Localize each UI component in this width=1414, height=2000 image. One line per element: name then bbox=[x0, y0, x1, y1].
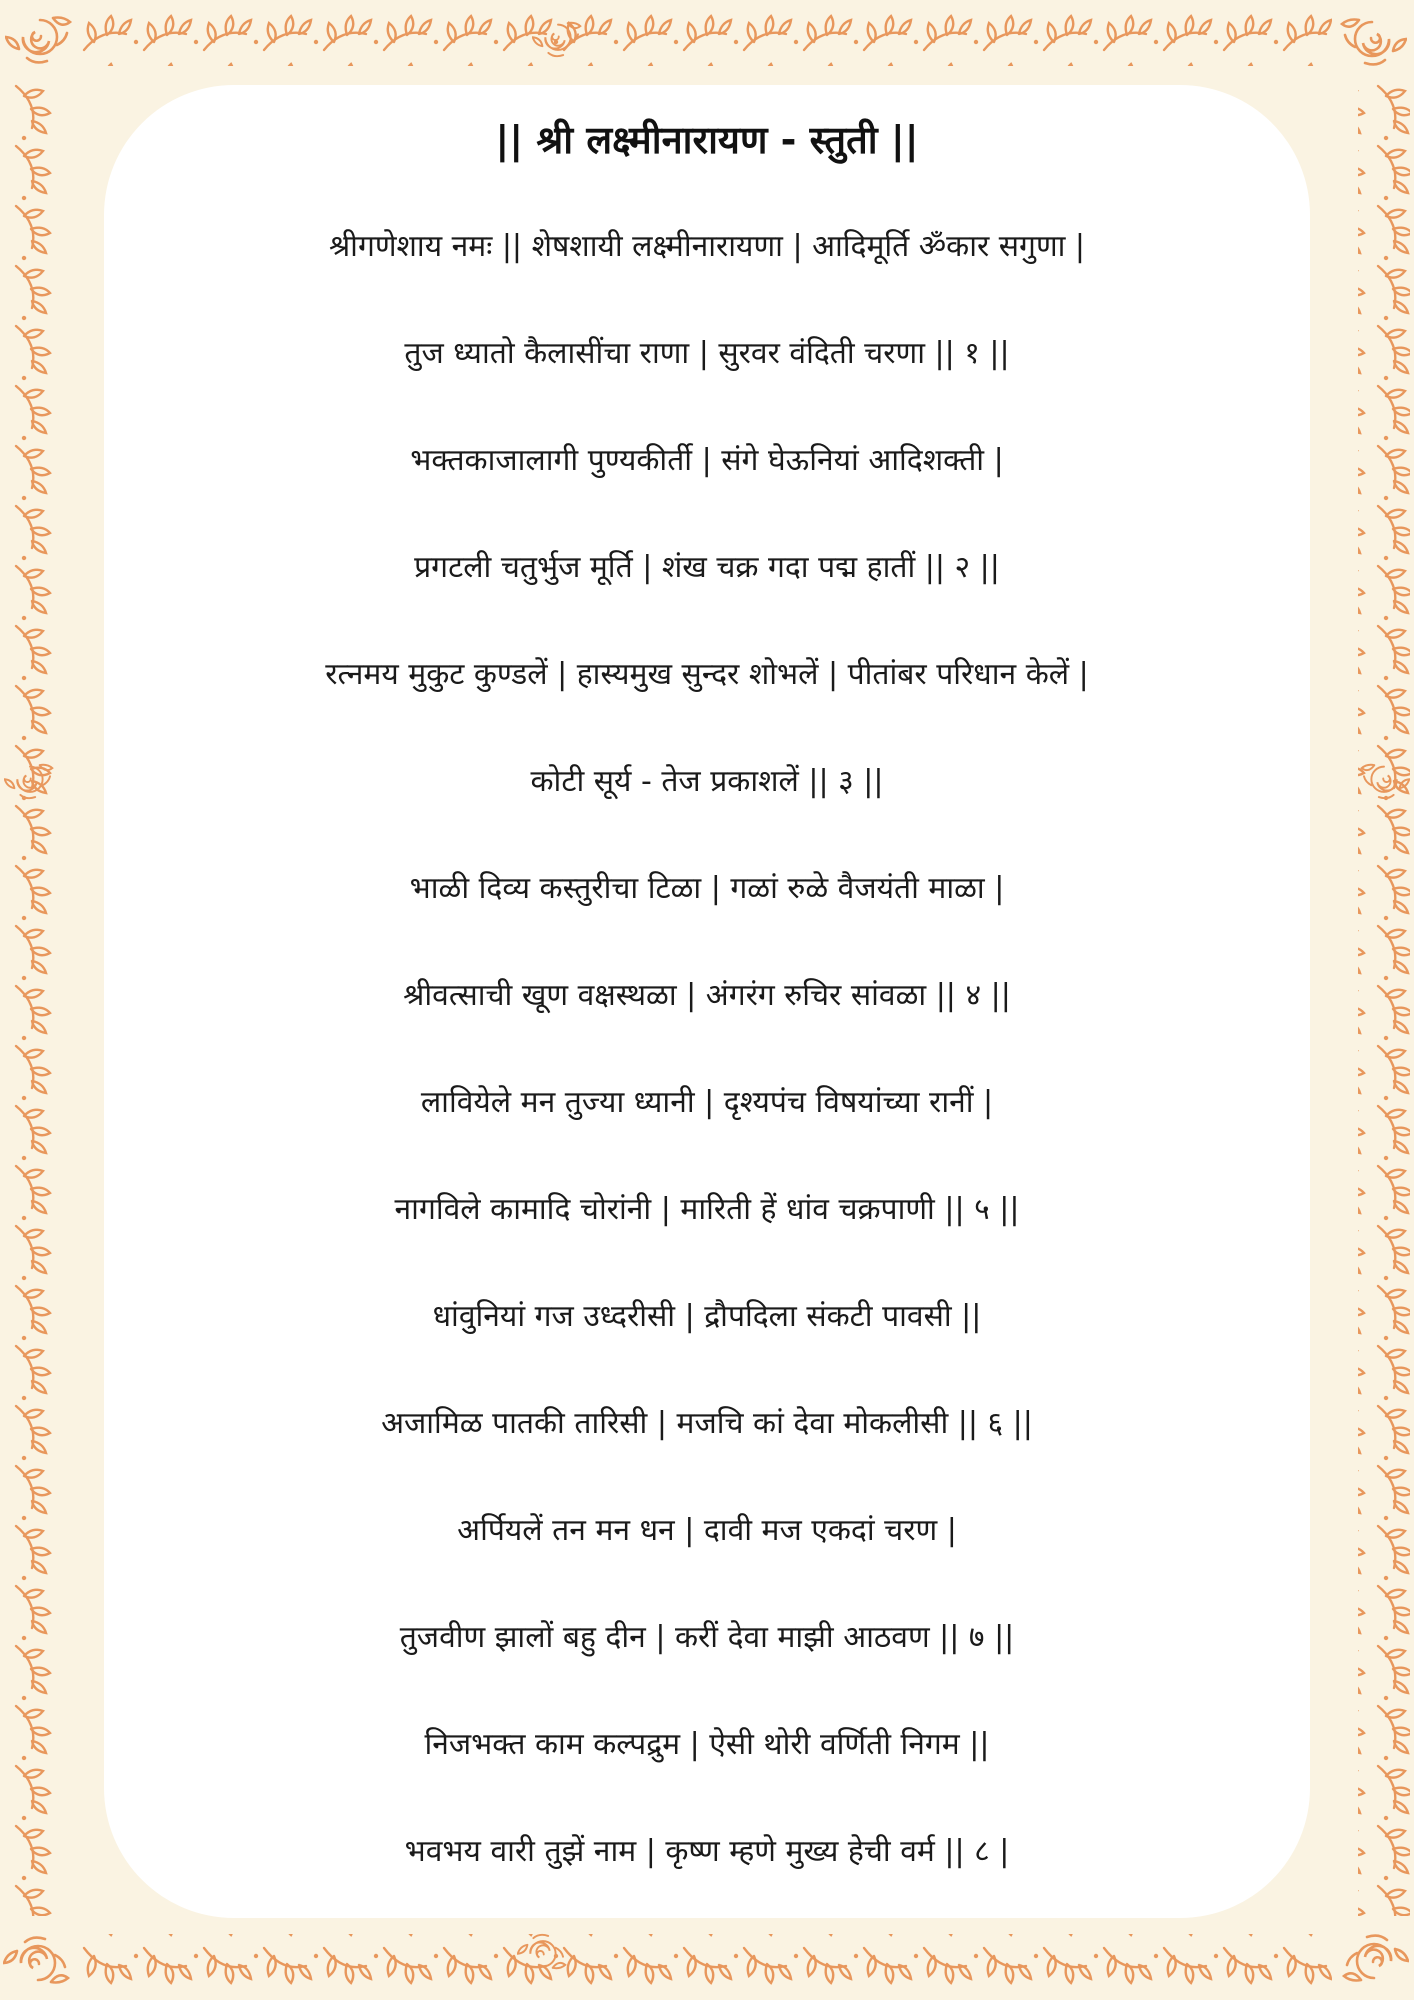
rose-flower-icon bbox=[5, 3, 75, 73]
rose-flower-icon bbox=[532, 12, 584, 64]
verse-line-6: कोटी सूर्य - तेज प्रकाशलें || ३ || bbox=[530, 764, 884, 799]
verse-line-12: अजामिळ पातकी तारिसी | मजचि कां देवा मोकलीसी || ६ || bbox=[381, 1406, 1033, 1441]
verse-line-5: रत्नमय मुकुट कुण्डलें | हास्यमुख सुन्दर शोभलें | पीतांबर परिधान केलें | bbox=[325, 657, 1089, 692]
page-title: || श्री लक्ष्मीनारायण - स्तुती || bbox=[495, 118, 919, 162]
rose-flower-icon bbox=[1358, 754, 1410, 806]
verse-line-7: भाळी दिव्य कस्तुरीचा टिळा | गळां रुळे वैजयंती माळा | bbox=[409, 871, 1005, 906]
leaf-vine-icon bbox=[82, 1934, 1332, 1986]
leaf-vine-icon bbox=[1358, 84, 1410, 1916]
verse-line-15: निजभक्त काम कल्पद्रुम | ऐसी थोरी वर्णिती निगम || bbox=[424, 1727, 990, 1762]
rose-flower-icon bbox=[3, 1927, 73, 1997]
verse-line-10: नागविले कामादि चोरांनी | मारिती हें धांव चक्रपाणी || ५ || bbox=[394, 1192, 1020, 1227]
stuti-card bbox=[104, 85, 1310, 1918]
rose-flower-icon bbox=[4, 754, 56, 806]
verse-line-13: अर्पियलें तन मन धन | दावी मज एकदां चरण | bbox=[457, 1513, 957, 1548]
leaf-vine-icon bbox=[82, 14, 1332, 66]
verse-line-8: श्रीवत्साची खूण वक्षस्थळा | अंगरंग रुचिर सांवळा || ४ || bbox=[403, 978, 1011, 1013]
leaf-vine-icon bbox=[4, 84, 56, 1916]
verse-line-1: श्रीगणेशाय नमः || शेषशायी लक्ष्मीनारायणा | आदिमूर्ति ॐकार सगुणा | bbox=[328, 229, 1086, 264]
rose-flower-icon bbox=[1337, 5, 1407, 75]
verse-line-14: तुजवीण झालों बहु दीन | करीं देवा माझी आठवण || ७ || bbox=[399, 1620, 1015, 1655]
verse-line-9: लावियेले मन तुज्या ध्यानी | दृश्यपंच विषयांच्या रानीं | bbox=[420, 1085, 994, 1120]
rose-flower-icon bbox=[517, 1927, 569, 1979]
verse-line-3: भक्तकाजालागी पुण्यकीर्ती | संगे घेऊनियां आदिशक्ती | bbox=[410, 443, 1004, 478]
verse-line-2: तुज ध्यातो कैलासींचा राणा | सुरवर वंदिती चरणा || १ || bbox=[404, 336, 1010, 371]
rose-flower-icon bbox=[1339, 1925, 1409, 1995]
verse-line-16: भवभय वारी तुझें नाम | कृष्ण म्हणे मुख्य हेची वर्म || ८ | bbox=[404, 1834, 1010, 1869]
verse-line-4: प्रगटली चतुर्भुज मूर्ति | शंख चक्र गदा पद्म हातीं || २ || bbox=[414, 550, 1000, 585]
verse-line-11: धांवुनियां गज उध्दरीसी | द्रौपदिला संकटी पावसी || bbox=[432, 1299, 982, 1334]
